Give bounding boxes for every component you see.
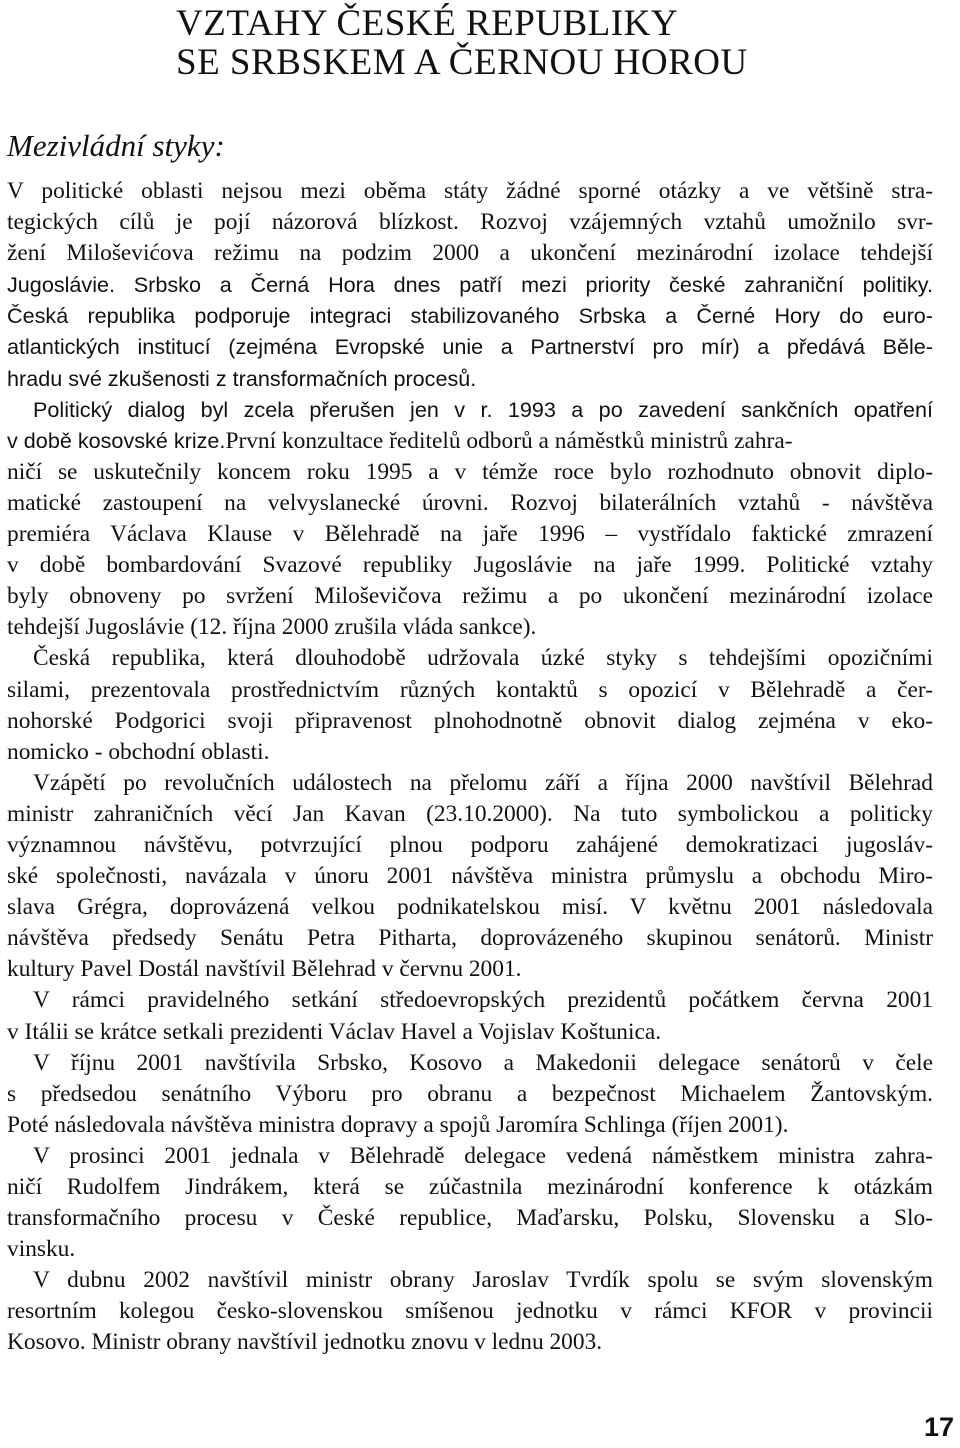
text-line: resortním kolegou česko-slovenskou smíšenou jednotku v rámci KFOR v provincii	[7, 1298, 933, 1325]
text-line: návštěva předsedy Senátu Petra Pitharta, doprovázeného skupinou senátorů. Ministr	[7, 925, 933, 952]
text-line: Kosovo. Ministr obrany navštívil jednotku znovu v lednu 2003.	[7, 1329, 603, 1356]
title-line-2: SE SRBSKEM A ČERNOU HOROU	[176, 42, 748, 83]
text-line: Vzápětí po revolučních událostech na přelomu září a října 2000 navštívil Bělehrad	[33, 769, 933, 796]
text-line: v době bombardování Svazové republiky Jugoslávie na jaře 1999. Politické vztahy	[7, 552, 933, 579]
page-number: 17	[923, 1412, 954, 1442]
text-line: žení Miloševićova režimu na podzim 2000 a ukončení mezinárodní izolace tehdejší	[7, 240, 933, 267]
text-line: ministr zahraničních věcí Jan Kavan (23.10.2000). Na tuto symbolickou a politicky	[7, 800, 933, 827]
text-line: silami, prezentovala prostřednictvím různých kontaktů s opozicí v Bělehradě a čer-	[7, 676, 933, 703]
text-line: nohorské Podgorici svoji připravenost plnohodnotně obnovit dialog zejména v eko-	[7, 707, 933, 734]
text-line: kultury Pavel Dostál navštívil Bělehrad v červnu 2001.	[7, 956, 522, 983]
text-line: v Itálii se krátce setkali prezidenti Václav Havel a Vojislav Koštunica.	[7, 1018, 662, 1045]
text-line: hradu své zkušenosti z transformačních procesů.	[7, 365, 477, 391]
text-line: nomicko - obchodní oblasti.	[7, 738, 270, 765]
text-line: v době kosovské krize.	[7, 427, 226, 453]
text-line: V říjnu 2001 navštívila Srbsko, Kosovo a Makedonii delegace senátorů v čele	[33, 1049, 933, 1076]
text-line: ské společnosti, navázala v únoru 2001 návštěva ministra průmyslu a obchodu Miro-	[7, 863, 933, 890]
text-line: tegických cílů je pojí názorová blízkost. Rozvoj vzájemných vztahů umožnilo svr-	[7, 209, 933, 236]
text-line: s předsedou senátního Výboru pro obranu a bezpečnost Michaelem Žantovským.	[7, 1080, 933, 1107]
text-line: vinsku.	[7, 1236, 76, 1263]
text-line: Jugoslávie. Srbsko a Černá Hora dnes patří mezi priority české zahraniční politiky.	[7, 272, 933, 298]
text-line: Poté následovala návštěva ministra dopravy a spojů Jaromíra Schlinga (říjen 2001).	[7, 1111, 789, 1138]
body-text	[7, 176, 933, 1359]
text-line: byly obnoveny po svržení Miloševičova režimu a po ukončení mezinárodní izolace	[7, 583, 933, 610]
text-line: První konzultace ředitelů odborů a náměstků ministrů zahra-	[225, 427, 793, 454]
text-line: slava Grégra, doprovázená velkou podnikatelskou misí. V květnu 2001 následovala	[7, 894, 933, 921]
section-heading: Mezivládní styky:	[7, 128, 225, 163]
title-line-1: VZTAHY ČESKÉ REPUBLIKY	[176, 3, 679, 44]
text-line: transformačního procesu v České republice, Maďarsku, Polsku, Slovensku a Slo-	[7, 1205, 933, 1232]
text-line: V politické oblasti nejsou mezi oběma státy žádné sporné otázky a ve většině stra-	[7, 178, 933, 204]
text-line: Politický dialog byl zcela přerušen jen v r. 1993 a po zavedení sankčních opatření	[33, 396, 933, 422]
text-line: Česká republika podporuje integraci stabilizovaného Srbska a Černé Hory do euro-	[7, 303, 933, 329]
text-line: V prosinci 2001 jednala v Bělehradě delegace vedená náměstkem ministra zahra-	[33, 1142, 933, 1169]
text-line: atlantických institucí (zejména Evropské unie a Partnerství pro mír) a předává Běle-	[7, 334, 933, 360]
text-line: významnou návštěvu, potvrzující plnou podporu zahájené demokratizaci jugosláv-	[7, 831, 933, 858]
text-line: ničí se uskutečnily koncem roku 1995 a v témže roce bylo rozhodnuto obnovit diplo-	[7, 458, 933, 485]
text-line: V rámci pravidelného setkání středoevropských prezidentů počátkem června 2001	[33, 987, 933, 1014]
text-line: tehdejší Jugoslávie (12. října 2000 zrušila vláda sankce).	[7, 614, 537, 641]
text-line: premiéra Václava Klause v Bělehradě na jaře 1996 – vystřídalo faktické zmrazení	[7, 521, 933, 548]
text-line: V dubnu 2002 navštívil ministr obrany Jaroslav Tvrdík spolu se svým slovenským	[33, 1267, 933, 1294]
page-title	[176, 4, 936, 82]
text-line: ničí Rudolfem Jindrákem, která se zúčastnila mezinárodní konference k otázkám	[7, 1174, 933, 1200]
text-line: Česká republika, která dlouhodobě udržovala úzké styky s tehdejšími opozičními	[33, 645, 933, 672]
text-line: matické zastoupení na velvyslanecké úrovni. Rozvoj bilaterálních vztahů - návštěva	[7, 489, 933, 516]
